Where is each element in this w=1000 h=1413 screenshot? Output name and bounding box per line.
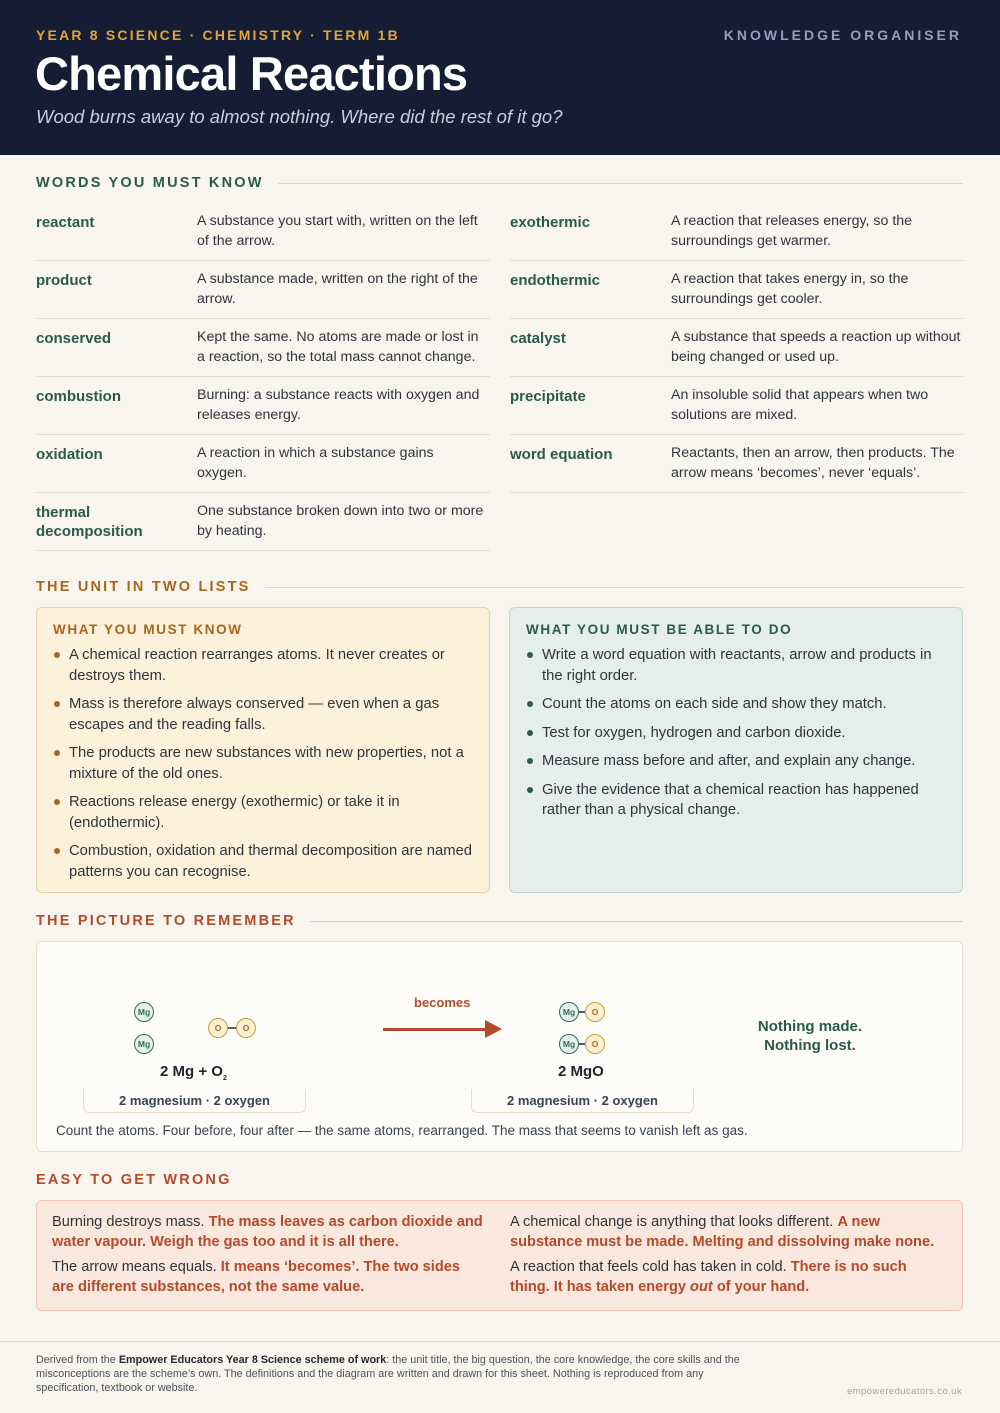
misconceptions-column-right [510,1213,942,1303]
glossary-row [36,377,490,435]
diagram-caption: Count the atoms. Four before, four after — the same atoms, rearranged. The mass that seems to vanish left as gas. [56,1123,748,1138]
oxygen-atom: O [585,1034,605,1054]
list-item: A chemical reaction rearranges atoms. It never creates or destroys them. [53,645,473,686]
glossary-definition: One substance broken down into two or more by heating. [197,503,484,539]
list-item: Test for oxygen, hydrogen and carbon dioxide. [526,723,946,744]
list-item: Combustion, oxidation and thermal decomposition are named patterns you can recognise. [53,841,473,882]
product-formula: 2 MgO [558,1063,604,1080]
glossary-definition: An insoluble solid that appears when two solutions are mixed. [671,387,929,423]
glossary-definition: A substance made, written on the right of the arrow. [197,271,478,307]
section-rule [278,183,963,184]
section-heading-picture [36,913,963,929]
credit-text: : the unit title, the big question, the core knowledge, the core skills and the misconceptions are the scheme’s own. The definitions and the diagram are written and drawn for this sheet. Nothing is reproduced from any specification, textbook or website. [36,1354,740,1394]
misconception-myth: A reaction that feels cold has taken in cold. [510,1259,787,1275]
glossary-definition: Kept the same. No atoms are made or lost in a reaction, so the total mass cannot change. [197,329,479,365]
reaction-arrow-head [485,1020,502,1038]
magnesium-atom: Mg [134,1034,154,1054]
glossary-definition: A substance that speeds a reaction up without being changed or used up. [671,329,961,365]
list-item: Mass is therefore always conserved — even when a gas escapes and the reading falls. [53,694,473,735]
glossary-term: oxidation [36,446,103,463]
section-heading-picture-text: THE PICTURE TO REMEMBER [36,913,296,929]
section-heading-wrong-text: EASY TO GET WRONG [36,1172,232,1188]
glossary-column-left [36,203,490,551]
reaction-diagram [36,941,963,1152]
glossary-term: catalyst [510,330,566,347]
glossary-definition: Reactants, then an arrow, then products. The arrow means ‘becomes’, never ‘equals’. [671,445,955,481]
glossary-term: exothermic [510,214,591,231]
conclusion-line: Nothing made. [757,1018,863,1035]
misconceptions-panel [36,1200,963,1311]
section-rule [310,921,963,922]
glossary-definition: A substance you start with, written on the left of the arrow. [197,213,478,249]
reactant-atom-count: 2 magnesium · 2 oxygen [83,1089,306,1113]
glossary-row [510,261,964,319]
misconception-item [510,1258,942,1297]
must-know-panel [36,607,490,893]
list-item: Give the evidence that a chemical reaction has happened rather than a physical change. [526,780,946,821]
formula-subscript: 2 [222,1075,227,1082]
page-title: Chemical Reactions [35,47,468,100]
magnesium-atom: Mg [134,1002,154,1022]
glossary-term: word equation [510,446,613,463]
glossary-term: thermal decomposition [36,504,143,540]
section-heading-lists-text: THE UNIT IN TWO LISTS [36,579,251,595]
glossary-definition: Burning: a substance reacts with oxygen and releases energy. [197,387,480,423]
magnesium-atom: Mg [559,1002,579,1022]
glossary-row [36,261,490,319]
glossary-definition: A reaction that releases energy, so the surroundings get warmer. [671,213,913,249]
glossary-term: combustion [36,388,121,405]
glossary-row [510,203,964,261]
section-rule [265,587,963,588]
reactant-formula-text: 2 Mg + O [160,1063,223,1080]
list-item: Write a word equation with reactants, arrow and products in the right order. [526,645,946,686]
reaction-arrow-shaft [383,1028,487,1031]
correction-text: of your hand. [716,1278,810,1295]
magnesium-atom: Mg [559,1034,579,1054]
section-heading-words-text: WORDS YOU MUST KNOW [36,175,264,191]
section-heading-wrong [36,1172,963,1188]
glossary-term: reactant [36,214,95,231]
glossary-definition: A reaction that takes energy in, so the surroundings get cooler. [671,271,909,307]
glossary-row [36,435,490,493]
header-band [0,0,1000,155]
glossary-term: conserved [36,330,112,347]
conclusion-line: Nothing lost. [764,1037,856,1054]
website-url: empowereducators.co.uk [847,1386,962,1397]
glossary-row [510,319,964,377]
misconception-myth: Burning destroys mass. [52,1214,205,1230]
misconception-item [52,1258,484,1297]
misconception-myth: A chemical change is anything that looks different. [510,1214,834,1230]
glossary-row [36,203,490,261]
document-type-label: KNOWLEDGE ORGANISER [723,27,962,43]
must-know-list [53,645,473,882]
must-do-list [526,645,946,821]
glossary-column-right [510,203,964,493]
glossary-row [36,319,490,377]
must-do-heading: WHAT YOU MUST BE ABLE TO DO [526,622,793,637]
correction-emphasis: out [690,1278,713,1295]
reactant-formula [160,1063,227,1082]
big-question: Wood burns away to almost nothing. Where did the rest of it go? [36,106,563,127]
misconception-item [510,1213,942,1252]
misconception-correction: The mass leaves as carbon dioxide and water vapour. Weigh the gas too and it is all there. [52,1214,483,1250]
section-heading-lists [36,579,963,595]
glossary-term: precipitate [510,388,586,405]
glossary-row [510,377,964,435]
glossary-row [510,435,964,493]
oxygen-atom: O [236,1018,256,1038]
credit-text: Derived from the [36,1354,116,1366]
footer-divider [0,1341,1000,1342]
glossary-row [36,493,490,551]
must-do-panel [509,607,963,893]
course-kicker: YEAR 8 SCIENCE · CHEMISTRY · TERM 1B [36,27,400,43]
list-item: Count the atoms on each side and show they match. [526,694,946,715]
misconception-correction: A new substance must be made. Melting and dissolving make none. [510,1214,935,1250]
misconception-correction: It means ‘becomes’. The two sides are different substances, not the same value. [52,1259,460,1295]
bond-line [228,1027,236,1029]
list-item: Reactions release energy (exothermic) or take it in (endothermic). [53,792,473,833]
credit-source: Empower Educators Year 8 Science scheme of work [118,1354,387,1366]
oxygen-atom: O [585,1002,605,1022]
list-item: Measure mass before and after, and explain any change. [526,751,946,772]
conservation-conclusion [740,1017,880,1055]
oxygen-atom: O [208,1018,228,1038]
correction-text: There is no such thing. It has taken energy [510,1259,907,1295]
source-credit [36,1353,756,1395]
section-heading-words [36,175,963,191]
glossary-term: product [36,272,92,289]
must-know-heading: WHAT YOU MUST KNOW [53,622,243,637]
misconception-item [52,1213,484,1252]
glossary-term: endothermic [510,272,601,289]
misconception-myth: The arrow means equals. [52,1259,217,1275]
glossary-definition: A reaction in which a substance gains oxygen. [197,445,434,481]
list-item: The products are new substances with new properties, not a mixture of the old ones. [53,743,473,784]
product-atom-count: 2 magnesium · 2 oxygen [471,1089,694,1113]
misconceptions-column-left [52,1213,484,1303]
arrow-label: becomes [414,995,471,1010]
